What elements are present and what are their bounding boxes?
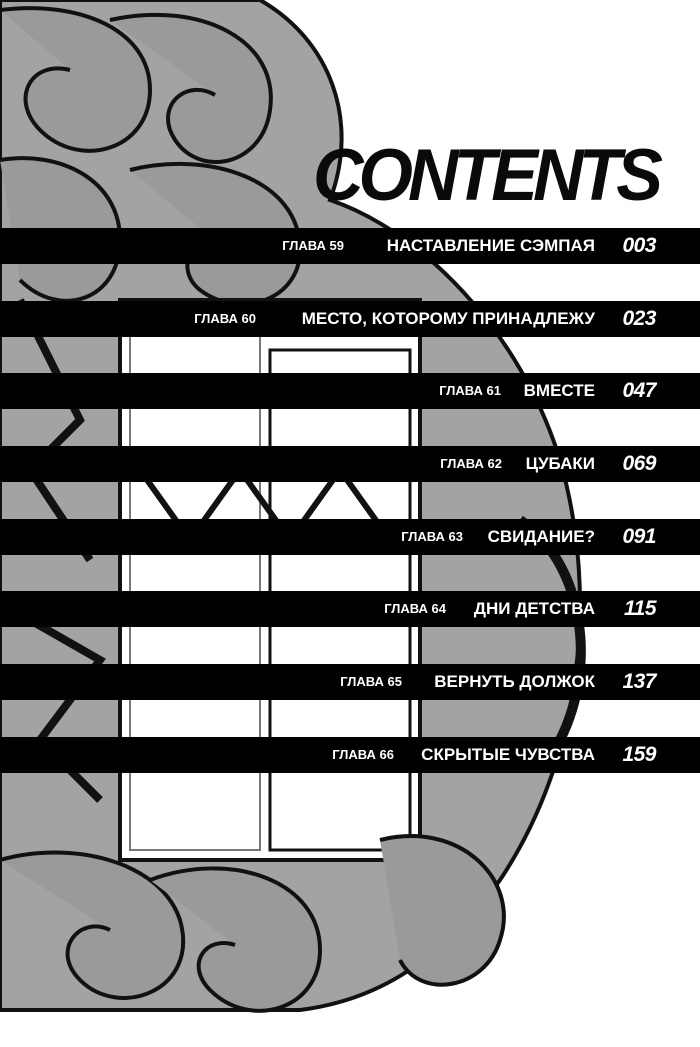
chapter-label: ГЛАВА 62 (440, 456, 502, 471)
toc-entry[interactable] (0, 301, 700, 337)
chapter-title: НАСТАВЛЕНИЕ СЭМПАЯ (386, 236, 595, 255)
chapter-label: ГЛАВА 59 (282, 238, 344, 253)
toc-entry[interactable] (0, 591, 700, 627)
chapter-title: ЦУБАКИ (525, 454, 595, 473)
toc-entry[interactable] (0, 446, 700, 482)
chapter-label: ГЛАВА 63 (401, 529, 463, 544)
page-number: 069 (622, 452, 656, 475)
chapter-label: ГЛАВА 65 (340, 674, 402, 689)
chapter-title: СВИДАНИЕ? (487, 527, 595, 546)
page-number: 047 (622, 379, 656, 402)
chapter-title: ДНИ ДЕТСТВА (473, 599, 595, 618)
page-number: 091 (622, 525, 656, 548)
toc-entry[interactable] (0, 373, 700, 409)
chapter-label: ГЛАВА 64 (384, 601, 446, 616)
page-number: 159 (622, 743, 656, 766)
toc-entry[interactable] (0, 228, 700, 264)
chapter-label: ГЛАВА 66 (332, 747, 394, 762)
toc-entry[interactable] (0, 664, 700, 700)
chapter-label: ГЛАВА 60 (194, 311, 256, 326)
chapter-title: СКРЫТЫЕ ЧУВСТВА (421, 745, 595, 764)
toc-entry[interactable] (0, 737, 700, 773)
toc-entry[interactable] (0, 519, 700, 555)
chapter-title: ВМЕСТЕ (523, 381, 595, 400)
chapter-title: МЕСТО, КОТОРОМУ ПРИНАДЛЕЖУ (301, 309, 595, 328)
page-number: 023 (622, 307, 656, 330)
page-title: CONTENTS (313, 134, 658, 216)
page-number: 115 (624, 597, 656, 620)
page-number: 003 (622, 234, 656, 257)
page-number: 137 (622, 670, 656, 693)
chapter-title: ВЕРНУТЬ ДОЛЖОК (434, 672, 595, 691)
chapter-label: ГЛАВА 61 (439, 383, 501, 398)
